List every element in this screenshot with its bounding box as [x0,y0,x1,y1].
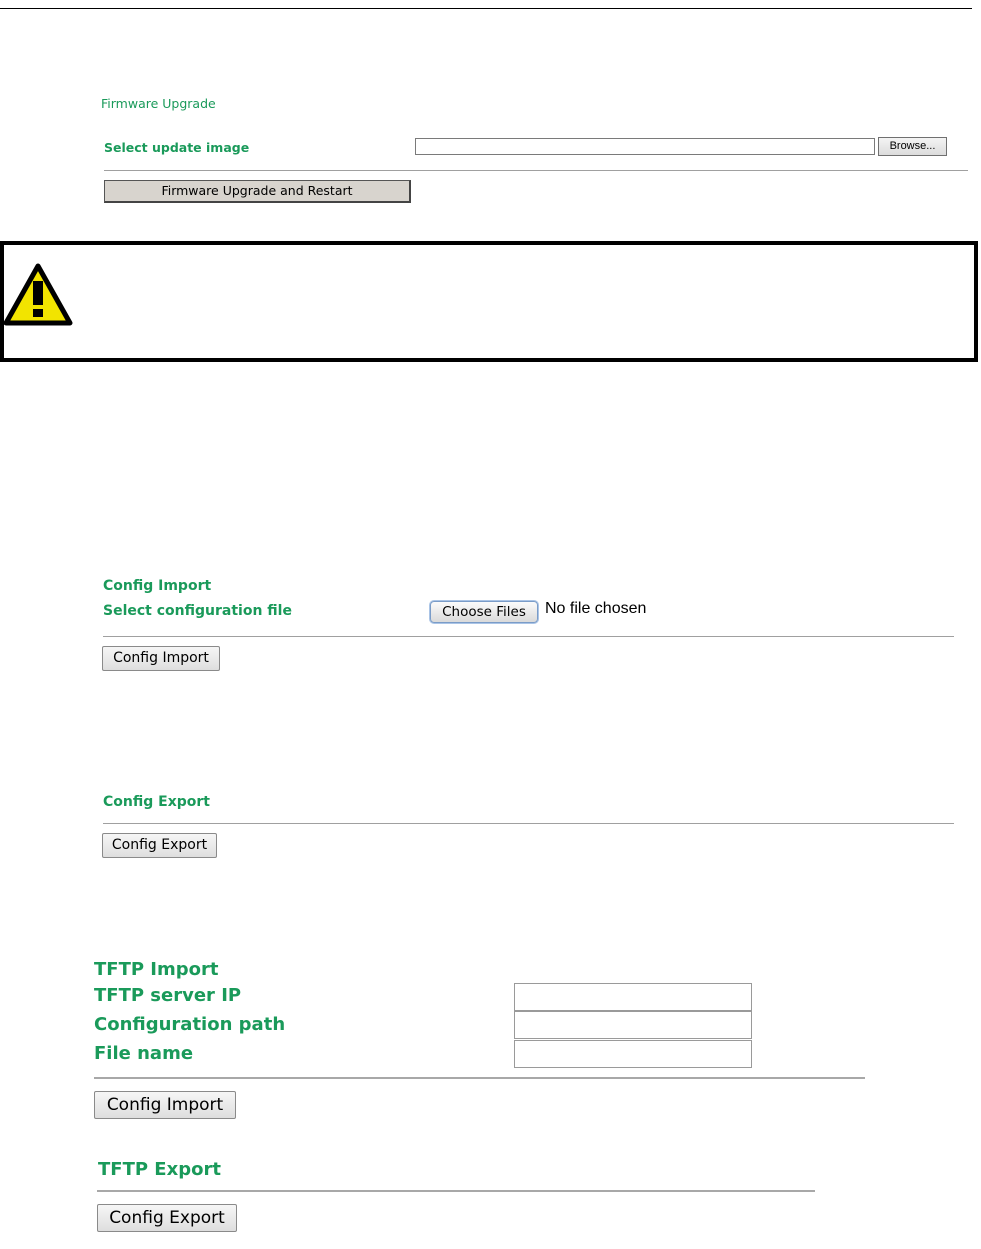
file-name-input[interactable] [514,1040,752,1068]
file-status-text: No file chosen [545,600,647,617]
choose-files-button[interactable]: Choose Files [430,601,538,623]
config-import-divider [103,636,954,637]
tftp-config-import-button[interactable]: Config Import [94,1091,236,1119]
config-import-button[interactable]: Config Import [102,646,220,671]
tftp-server-ip-label: TFTP server IP [94,985,242,1006]
tftp-import-divider [94,1077,865,1079]
warning-box [0,241,978,362]
firmware-divider [104,170,968,171]
select-update-image-label: Select update image [104,140,250,155]
tftp-server-ip-input[interactable] [514,983,752,1011]
configuration-path-input[interactable] [514,1011,752,1039]
config-export-title: Config Export [103,794,210,810]
select-configuration-file-label: Select configuration file [103,603,292,619]
configuration-path-label: Configuration path [94,1014,286,1035]
tftp-export-title: TFTP Export [98,1159,221,1180]
warning-triangle-icon [3,263,73,326]
tftp-import-title: TFTP Import [94,959,219,980]
file-name-label: File name [94,1043,194,1064]
firmware-upgrade-restart-button[interactable]: Firmware Upgrade and Restart [104,180,411,203]
page-top-rule [0,8,972,9]
config-import-title: Config Import [103,578,212,594]
tftp-export-divider [97,1190,815,1192]
browse-button[interactable]: Browse... [878,137,947,156]
config-export-button[interactable]: Config Export [102,833,217,858]
firmware-upgrade-title: Firmware Upgrade [101,96,216,111]
tftp-config-export-button[interactable]: Config Export [97,1204,237,1232]
config-export-divider [103,823,954,824]
update-image-path-input[interactable] [415,138,875,155]
